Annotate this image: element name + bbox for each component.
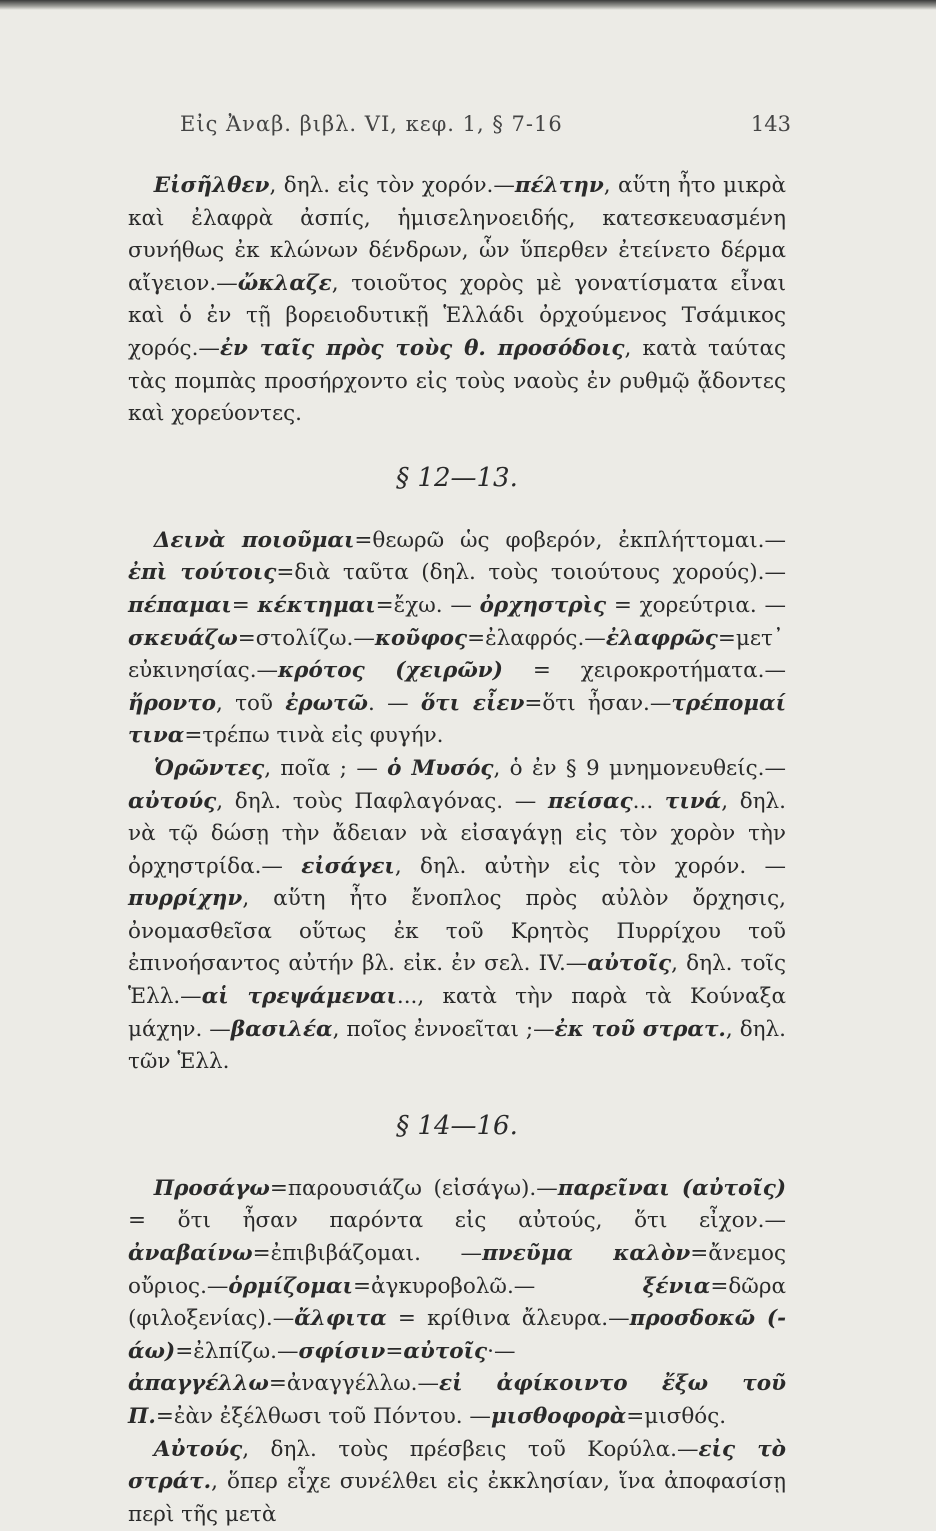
gloss: = χειροκροτήματα.—: [502, 658, 786, 684]
lemma: αὐτοῖς: [587, 951, 672, 977]
lemma: πέπαμαι: [128, 592, 232, 618]
gloss: =τρέπω τινὰ εἰς φυγήν.: [184, 723, 444, 749]
section-heading-14-16: § 14—16.: [396, 1110, 518, 1141]
gloss: ..., κατὰ τὴν παρὰ τὰ Κούναξα μάχην. —: [128, 984, 786, 1042]
gloss: ·—: [487, 1338, 516, 1364]
lemma: ὅτι εἶεν: [420, 690, 525, 716]
gloss: , αὕτη ἦτο μικρὰ καὶ ἐλαφρὰ ἀσπίς, ἡμισεληνοειδής, κατεσκευασμένη συνήθως ἐκ κλώνων δένδρων, ὧν ὕπερθεν ἐτείνετο δέρμα αἴγειον.—: [128, 173, 787, 296]
gloss: =θεωρῶ ὡς φοβερόν, ἐκπλήττομαι.—: [354, 527, 786, 553]
gloss: =μετ᾽ εὐκινησίας.—: [128, 625, 784, 684]
gloss: , τοιοῦτος χορὸς μὲ γονατίσματα εἶναι καὶ ὁ ἐν τῇ βορειοδυτικῇ Ἑλλάδι ὀρχούμενος Τσάμικος χορός.—: [128, 270, 786, 361]
gloss: , δηλ. τοὺς πρέσβεις τοῦ Κορύλα.—: [242, 1436, 699, 1462]
lemma: ἤροντο: [128, 690, 216, 716]
gloss: =ἐλπίζω.—: [175, 1338, 299, 1364]
lemma: Δεινὰ ποιοῦμαι: [153, 527, 355, 553]
lemma: παρεῖναι (αὐτοῖς): [557, 1175, 787, 1201]
running-head: Εἰς Ἀναβ. βιβλ. VI, κεφ. 1, § 7-16: [180, 112, 563, 136]
page-header: [128, 112, 790, 142]
gloss: , δηλ. τῶν Ἑλλ.: [128, 1016, 787, 1075]
gloss: , ποῖος ἐννοεῖται ;—: [332, 1016, 555, 1042]
lemma: προσδοκῶ (-άω): [128, 1306, 786, 1364]
commentary-paragraph-2: [128, 525, 786, 753]
gloss: , δηλ. εἰς τὸν χορόν.—: [269, 173, 515, 198]
lemma: Αὐτούς: [153, 1436, 243, 1462]
lemma: αἱ τρεψάμεναι: [201, 984, 397, 1010]
section-heading-12-13: § 12—13.: [396, 462, 518, 493]
gloss: =ὅτι ἦσαν.—: [524, 690, 672, 716]
commentary-paragraph-4: [128, 1173, 786, 1434]
gloss: , ποῖα ; —: [264, 755, 388, 781]
lemma: εἰς τὸ στράτ.: [128, 1436, 786, 1495]
lemma: κρότος (χειρῶν): [278, 658, 503, 684]
lemma: Εἰσῆλθεν: [153, 173, 270, 198]
gloss: , δηλ. νὰ τῷ δώσῃ τὴν ἄδειαν νὰ εἰσαγάγῃ εἰς τὸν χορὸν τὴν ὀρχηστρίδα.—: [128, 788, 786, 879]
lemma: ἀπαγγέλλω: [128, 1371, 269, 1397]
gloss: = χορεύτρια. —: [606, 592, 786, 618]
gloss: . —: [368, 690, 421, 716]
lemma: τρέπομαί τινα: [128, 690, 786, 749]
lemma: ἀναβαίνω: [128, 1241, 253, 1267]
lemma: σφίσιν: [298, 1338, 386, 1364]
commentary-paragraph-3: [128, 753, 786, 1079]
page-number: 143: [750, 112, 791, 136]
lemma: ὁ Μυσός: [387, 755, 494, 781]
gloss: , τοῦ: [216, 690, 286, 716]
gloss: , κατὰ ταύτας τὰς πομπὰς προσήρχοντο εἰς τοὺς ναοὺς ἐν ρυθμῷ ᾄδοντες καὶ χορεύοντες.: [128, 335, 786, 427]
gloss: =ἐπιβιβάζομαι. —: [252, 1241, 483, 1267]
lemma: τινά: [664, 788, 722, 814]
lemma: πείσας: [547, 788, 633, 814]
lemma: ἐλαφρῶς: [605, 625, 718, 651]
lemma: ἐρωτῶ: [285, 690, 368, 716]
gloss: =μισθός.: [626, 1404, 727, 1429]
lemma: εἰ ἀφίκοιντο ἔξω τοῦ Π.: [128, 1371, 786, 1429]
gloss: =δῶρα (φιλοξενίας).—: [128, 1273, 786, 1332]
lemma: αὐτούς: [128, 788, 217, 814]
lemma: ὀρχηστρὶς: [479, 592, 607, 618]
gloss: =παρουσιάζω (εἰσάγω).—: [269, 1175, 558, 1201]
lemma: κέκτημαι: [257, 592, 376, 618]
lemma: ἄλφιτα: [294, 1306, 387, 1332]
lemma: μισθοφορὰ: [490, 1404, 627, 1429]
lemma: πνεῦμα καλὸν: [482, 1241, 691, 1267]
gloss: , δηλ. αὐτὴν εἰς τὸν χορόν. —: [394, 853, 787, 879]
gloss: , ὅπερ εἶχε συνέλθει εἰς ἐκκλησίαν, ἵνα ἀποφασίσῃ περὶ τῆς μετὰ: [128, 1469, 786, 1527]
gloss: =ἔχω. —: [375, 592, 480, 618]
lemma: Ὁρῶντες: [153, 755, 265, 781]
commentary-paragraph-1: [128, 170, 786, 431]
gloss: =στολίζω.—: [237, 625, 375, 651]
lemma: ὤκλαζε: [237, 270, 332, 296]
lemma: αὐτοῖς: [403, 1338, 488, 1364]
lemma: εἰσάγει: [301, 853, 395, 879]
gloss: ...: [632, 788, 665, 814]
gloss: =ἐὰν ἐξέλθωσι τοῦ Πόντου. —: [155, 1404, 491, 1429]
gloss: =ἀγκυροβολῶ.—: [352, 1273, 643, 1299]
gloss: =διὰ ταῦτα (δηλ. τοὺς τοιούτους χορούς).—: [276, 560, 786, 586]
lemma: ἐπὶ τούτοις: [128, 560, 277, 586]
page-top-edge: [0, 0, 936, 10]
gloss: = κρίθινα ἄλευρα.—: [386, 1306, 630, 1332]
lemma: βασιλέα: [230, 1016, 333, 1042]
lemma: ξένια: [642, 1273, 711, 1299]
gloss: , δηλ. τοὺς Παφλαγόνας. —: [216, 788, 548, 814]
gloss: , δηλ. τοῖς Ἑλλ.—: [128, 951, 786, 1010]
commentary-paragraph-5: [128, 1434, 786, 1531]
lemma: ἐν ταῖς πρὸς τοὺς θ. προσόδοις: [219, 335, 625, 361]
gloss: , ὁ ἐν § 9 μνημονευθείς.—: [493, 755, 786, 781]
lemma: πέλτην: [514, 173, 604, 198]
lemma: ἐκ τοῦ στρατ.: [554, 1016, 726, 1042]
lemma: σκευάζω: [128, 625, 238, 651]
lemma: πυρρίχην: [128, 886, 243, 912]
gloss: =ἄνεμος οὔριος.—: [128, 1241, 786, 1299]
gloss: , αὕτη ἦτο ἔνοπλος πρὸς αὐλὸν ὄρχησις, ὀνομασθεῖσα οὕτως ἐκ τοῦ Κρητὸς Πυρρίχου τοῦ ἐπινοήσαντος αὐτήν βλ. εἰκ. ἐν σελ. IV.—: [128, 886, 786, 977]
lemma: Προσάγω: [153, 1175, 270, 1201]
gloss: =: [385, 1338, 404, 1364]
gloss: = ὅτι ἦσαν παρόντα εἰς αὐτούς, ὅτι εἶχον.—: [128, 1208, 786, 1234]
page-body: [128, 170, 786, 1531]
lemma: ὁρμίζομαι: [228, 1273, 353, 1299]
gloss: =: [231, 592, 258, 618]
gloss: =ἐλαφρός.—: [467, 625, 606, 651]
gloss: =ἀναγγέλλω.—: [268, 1371, 439, 1397]
lemma: κοῦφος: [374, 625, 468, 651]
